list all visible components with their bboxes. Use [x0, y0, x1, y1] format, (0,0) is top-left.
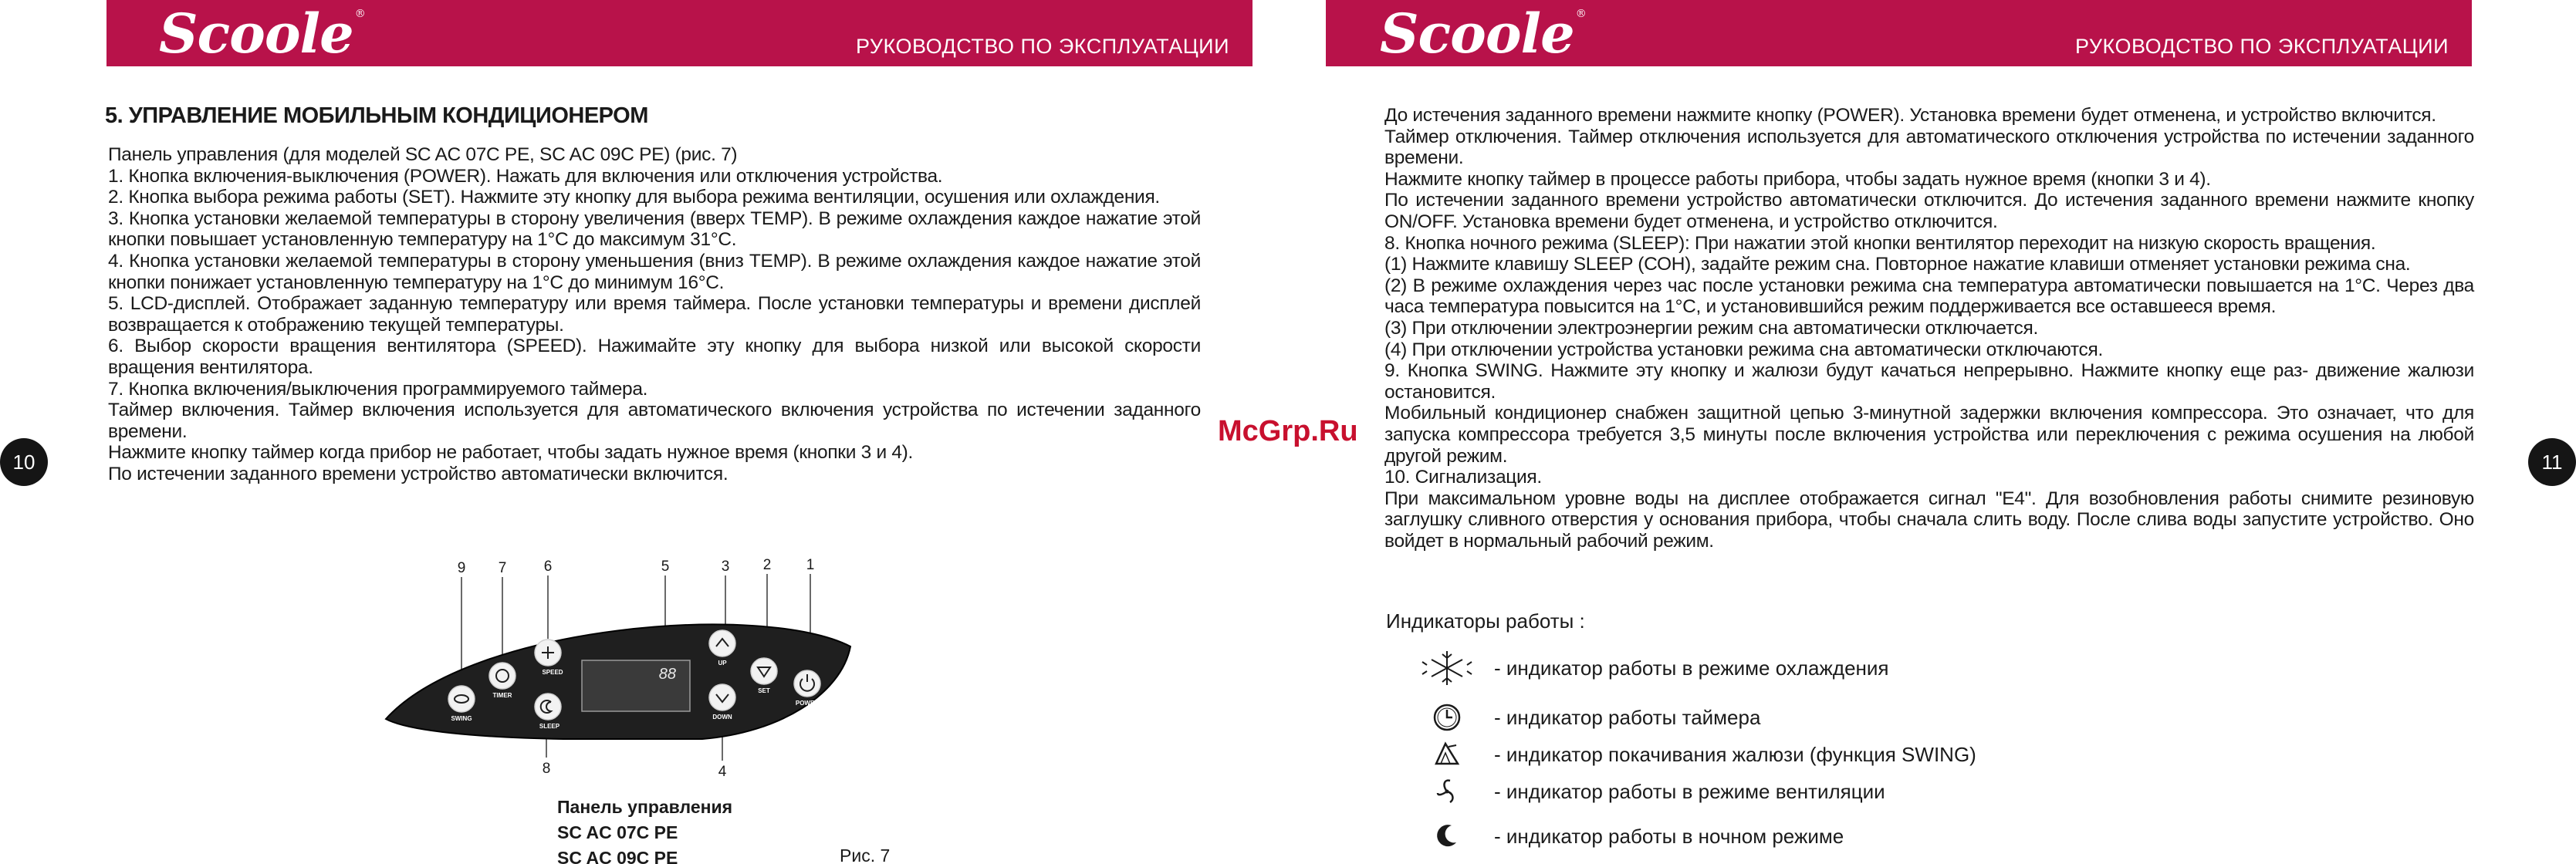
callout-9: 9 — [457, 560, 466, 576]
paragraph: По истечении заданного времени устройство автоматически включится. — [108, 463, 729, 484]
paragraph: По истечении заданного времени устройство автоматически отключится. До истечения заданного времени нажмите кнопку ON/OFF. Установка времени будет отменена, и устройство отключится. — [1384, 190, 2474, 232]
figure-caption — [557, 795, 732, 864]
control-panel-figure — [378, 555, 857, 787]
paragraph: При максимальном уровне воды на дисплее отображается сигнал "Е4". Для возобновления работы снимите резиновую заглушку сливного отверстия у основания прибора, чтобы сначала слить воду. После слива воды запустите устройство. Оно войдет в нормальный рабочий режим. — [1384, 488, 2474, 552]
left-body-text — [108, 144, 1201, 485]
header-right — [1326, 0, 2472, 66]
caption-line: Панель управления — [557, 797, 733, 817]
paragraph: Мобильный кондиционер снабжен защитной цепью 3-минутной задержки включения компрессора. Это означает, что для запуска компрессора требуется 3,5 минуты после включения устройства или переключения с режима осушения на любой другой режим. — [1384, 403, 2474, 467]
section-title: 5. УПРАВЛЕНИЕ МОБИЛЬНЫМ КОНДИЦИОНЕРОМ — [105, 103, 648, 128]
indicator-row-sleep — [1405, 815, 1844, 858]
snowflake-icon — [1405, 646, 1489, 690]
callout-8: 8 — [542, 761, 551, 777]
paragraph: Нажмите кнопку таймер когда прибор не работает, чтобы задать нужное время (кнопки 3 и 4). — [108, 442, 914, 464]
indicator-text: - индикатор работы таймера — [1494, 705, 1761, 729]
swing-button[interactable] — [448, 686, 475, 712]
callout-3: 3 — [721, 559, 730, 575]
set-label: SET — [758, 687, 770, 694]
indicators-title: Индикаторы работы : — [1386, 609, 1585, 633]
set-button[interactable] — [751, 658, 777, 684]
up-button[interactable] — [709, 630, 735, 656]
page-number-right: 11 — [2528, 438, 2576, 486]
paragraph: 3. Кнопка установки желаемой температуры в сторону увеличения (вверх TEMP). В режиме охлаждения каждое нажатие этой кнопки повышает установленную температуру на 1°С до максимум 31°С. — [108, 208, 1201, 251]
paragraph: 4. Кнопка установки желаемой температуры в сторону уменьшения (вниз TEMP). В режиме охлаждения каждое нажатие этой кнопки понижает установленную температуру на 1°С до минимум 16°С. — [108, 250, 1201, 293]
paragraph: (1) Нажмите клавишу SLEEP (СОН), задайте режим сна. Повторное нажатие клавиши отменяет установки режима сна. — [1384, 254, 2411, 275]
paragraph: 6. Выбор скорости вращения вентилятора (SPEED). Нажимайте эту кнопку для выбора низкой или высокой скорости вращения вентилятора. — [108, 336, 1201, 378]
paragraph: 9. Кнопка SWING. Нажмите эту кнопку и жалюзи будут качаться непрерывно. Нажмите кнопку еще раз- движение жалюзи остановится. — [1384, 360, 2474, 403]
paragraph: 7. Кнопка включения/выключения программируемого таймера. — [108, 378, 648, 400]
paragraph: (2) В режиме охлаждения через час после установки режима сна температура автоматически повышается на 1°С. Через два часа температура повысится на 1°С, и установившийся режим поддерживается все оставшееся время. — [1384, 275, 2474, 318]
callout-6: 6 — [543, 559, 553, 575]
callout-2: 2 — [762, 557, 772, 573]
paragraph: До истечения заданного времени нажмите кнопку (POWER). Установка времени будет отменена, и устройство включится. — [1384, 105, 2436, 126]
brand-logo: Scoole ® — [1380, 2, 1586, 66]
control-panel-diagram — [378, 555, 857, 787]
paragraph: Нажмите кнопку таймер в процессе работы прибора, чтобы задать нужное время (кнопки 3 и 4). — [1384, 168, 2211, 190]
figure-label: Рис. 7 — [840, 845, 891, 864]
watermark: McGrp.Ru — [1218, 415, 1358, 447]
speed-label: SPEED — [542, 669, 563, 676]
indicator-text: - индикатор работы в режиме вентиляции — [1494, 779, 1885, 803]
header-title: РУКОВОДСТВО ПО ЭКСПЛУАТАЦИИ — [855, 35, 1229, 58]
timer-label: TIMER — [492, 692, 512, 699]
paragraph: 8. Кнопка ночного режима (SLEEP): При нажатии этой кнопки вентилятор переходит на низкую скорость вращения. — [1384, 232, 2376, 254]
paragraph: Таймер отключения. Таймер отключения используется для автоматического отключения устройства по истечении заданного времени. — [1384, 126, 2474, 169]
callout-1: 1 — [806, 557, 815, 573]
lcd-digits: 88 — [658, 666, 676, 683]
sleep-label: SLEEP — [539, 723, 560, 730]
indicator-row-cooling — [1405, 646, 1889, 690]
down-label: DOWN — [712, 714, 732, 721]
indicator-text: - индикатор покачивания жалюзи (функция SWING) — [1494, 742, 1976, 766]
indicator-row-fan — [1405, 770, 1885, 813]
sleep-button[interactable] — [535, 694, 561, 720]
callout-7: 7 — [498, 560, 507, 576]
paragraph: (4) При отключении устройства установки режима сна автоматически отключаются. — [1384, 339, 2103, 360]
callout-5: 5 — [661, 559, 670, 575]
brand-logo: Scoole ® — [159, 2, 365, 66]
indicator-text: - индикатор работы в режиме охлаждения — [1494, 656, 1889, 680]
paragraph: Таймер включения. Таймер включения используется для автоматического включения устройства по истечении заданного времени. — [108, 400, 1201, 442]
paragraph: 5. LCD-дисплей. Отображает заданную температуру или время таймера. После установки температуры и времени дисплей возвращается к отображению текущей температуры. — [108, 293, 1201, 336]
down-button[interactable] — [709, 684, 735, 710]
power-label: POWER — [795, 700, 820, 707]
paragraph: 2. Кнопка выбора режима работы (SET). Нажмите эту кнопку для выбора режима вентиляции, осушения или охлаждения. — [108, 187, 1160, 208]
timer-button[interactable] — [489, 663, 516, 689]
right-body-text — [1384, 105, 2474, 552]
up-label: UP — [718, 660, 727, 667]
callout-4: 4 — [718, 764, 727, 780]
caption-line: SC AC 09C PE — [557, 848, 678, 864]
paragraph: 1. Кнопка включения-выключения (POWER). Нажать для включения или отключения устройства. — [108, 165, 943, 187]
moon-icon — [1405, 815, 1489, 858]
paragraph: 10. Сигнализация. — [1384, 467, 1542, 488]
header-left — [106, 0, 1253, 66]
header-title: РУКОВОДСТВО ПО ЭКСПЛУАТАЦИИ — [2074, 35, 2449, 58]
indicator-text: - индикатор работы в ночном режиме — [1494, 824, 1844, 848]
page-number-left: 10 — [0, 438, 48, 486]
caption-line: SC AC 07C PE — [557, 822, 678, 842]
paragraph: (3) При отключении электроэнергии режим сна автоматически отключается. — [1384, 317, 2038, 339]
paragraph: Панель управления (для моделей SC AC 07C PE, SC AC 09C PE) (рис. 7) — [108, 144, 738, 165]
fan-icon — [1405, 770, 1489, 813]
swing-label: SWING — [451, 715, 472, 722]
